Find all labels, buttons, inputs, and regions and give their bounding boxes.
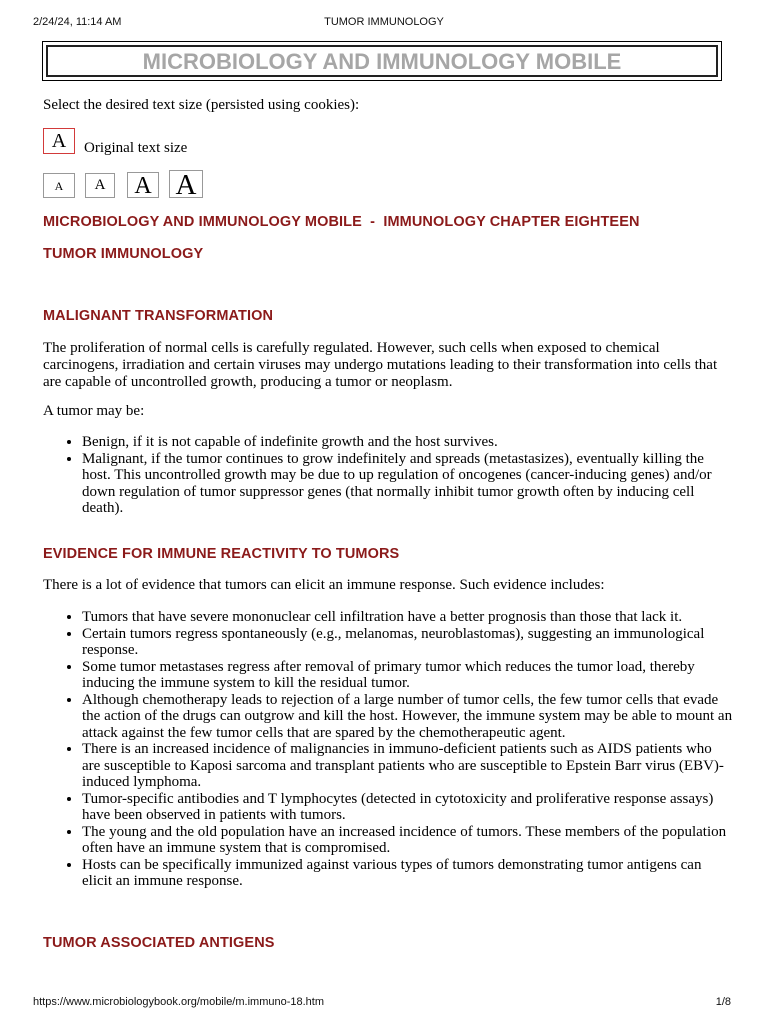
- list-item: • The young and the old population have an increased incidence of tumors. These members of the population often have an immune system that is compromised.: [82, 824, 733, 857]
- list-item: • Malignant, if the tumor continues to grow indefinitely and spreads (metastasizes), eventually killing the host. This uncontrolled growth may be due to up regulation of oncogenes (cancer-inducing genes) and/or down regulation of tumor suppressor genes (that normally inhibit tumor growth often by inducing cell death).: [82, 451, 733, 517]
- print-title: TUMOR IMMUNOLOGY: [324, 16, 444, 28]
- page-url: https://www.microbiologybook.org/mobile/m.immuno-18.htm: [33, 996, 325, 1008]
- print-footer: [33, 996, 735, 1010]
- list-item: • Hosts can be specifically immunized against various types of tumors demonstrating tumor antigens can elicit an immune response.: [82, 857, 733, 890]
- evidence-intro: There is a lot of evidence that tumors can elicit an immune response. Such evidence includes:: [43, 577, 605, 593]
- text-size-original-button[interactable]: A: [43, 128, 75, 154]
- site-banner: [42, 41, 722, 81]
- text-size-large-button[interactable]: A: [127, 172, 159, 198]
- malignant-paragraph: The proliferation of normal cells is carefully regulated. However, such cells when exposed to chemical carcinogens, irradiation and certain viruses may undergo mutations leading to their transformation into cells that are capable of uncontrolled growth, producing a tumor or neoplasm.: [43, 340, 718, 390]
- list-item: • Benign, if it is not capable of indefinite growth and the host survives.: [82, 434, 733, 451]
- text-size-medium-button[interactable]: A: [85, 173, 115, 198]
- evidence-list: [43, 609, 733, 890]
- print-datetime: 2/24/24, 11:14 AM: [33, 16, 122, 28]
- banner-title: MICROBIOLOGY AND IMMUNOLOGY MOBILE: [46, 45, 718, 77]
- print-header: [33, 16, 735, 30]
- chapter-heading: MICROBIOLOGY AND IMMUNOLOGY MOBILE - IMMUNOLOGY CHAPTER EIGHTEEN: [43, 214, 640, 230]
- list-item: • Although chemotherapy leads to rejection of a large number of tumor cells, the few tumor cells that evade the action of the drugs can outgrow and kill the host. However, the immune system may be able to mount an attack against the few tumor cells that are spared by the chemotherapeutic agent.: [82, 692, 733, 742]
- list-item: • There is an increased incidence of malignancies in immuno-deficient patients such as AIDS patients who are susceptible to Kaposi sarcoma and transplant patients who are susceptible to Epstein Barr virus (EBV)-induced lymphoma.: [82, 741, 733, 791]
- page-number: 1/8: [715, 996, 731, 1008]
- section-heading-evidence: EVIDENCE FOR IMMUNE REACTIVITY TO TUMORS: [43, 546, 400, 562]
- tumor-may-be-intro: A tumor may be:: [43, 403, 145, 419]
- page-heading: TUMOR IMMUNOLOGY: [43, 246, 204, 262]
- list-item: • Some tumor metastases regress after removal of primary tumor which reduces the tumor load, thereby inducing the immune system to kill the residual tumor.: [82, 659, 733, 692]
- list-item: • Tumor-specific antibodies and T lymphocytes (detected in cytotoxicity and proliferative response assays) have been observed in patients with tumors.: [82, 791, 733, 824]
- text-size-xlarge-button[interactable]: A: [169, 170, 203, 198]
- text-size-prompt: Select the desired text size (persisted using cookies):: [43, 97, 360, 113]
- text-size-small-button[interactable]: A: [43, 173, 75, 198]
- tumor-types-list: [43, 434, 733, 517]
- section-heading-malignant: MALIGNANT TRANSFORMATION: [43, 308, 274, 324]
- list-item: • Certain tumors regress spontaneously (e.g., melanomas, neuroblastomas), suggesting an immunological response.: [82, 626, 733, 659]
- list-item: • Tumors that have severe mononuclear cell infiltration have a better prognosis than those that lack it.: [82, 609, 733, 626]
- text-size-original-label: Original text size: [84, 140, 188, 156]
- section-heading-antigens: TUMOR ASSOCIATED ANTIGENS: [43, 935, 275, 951]
